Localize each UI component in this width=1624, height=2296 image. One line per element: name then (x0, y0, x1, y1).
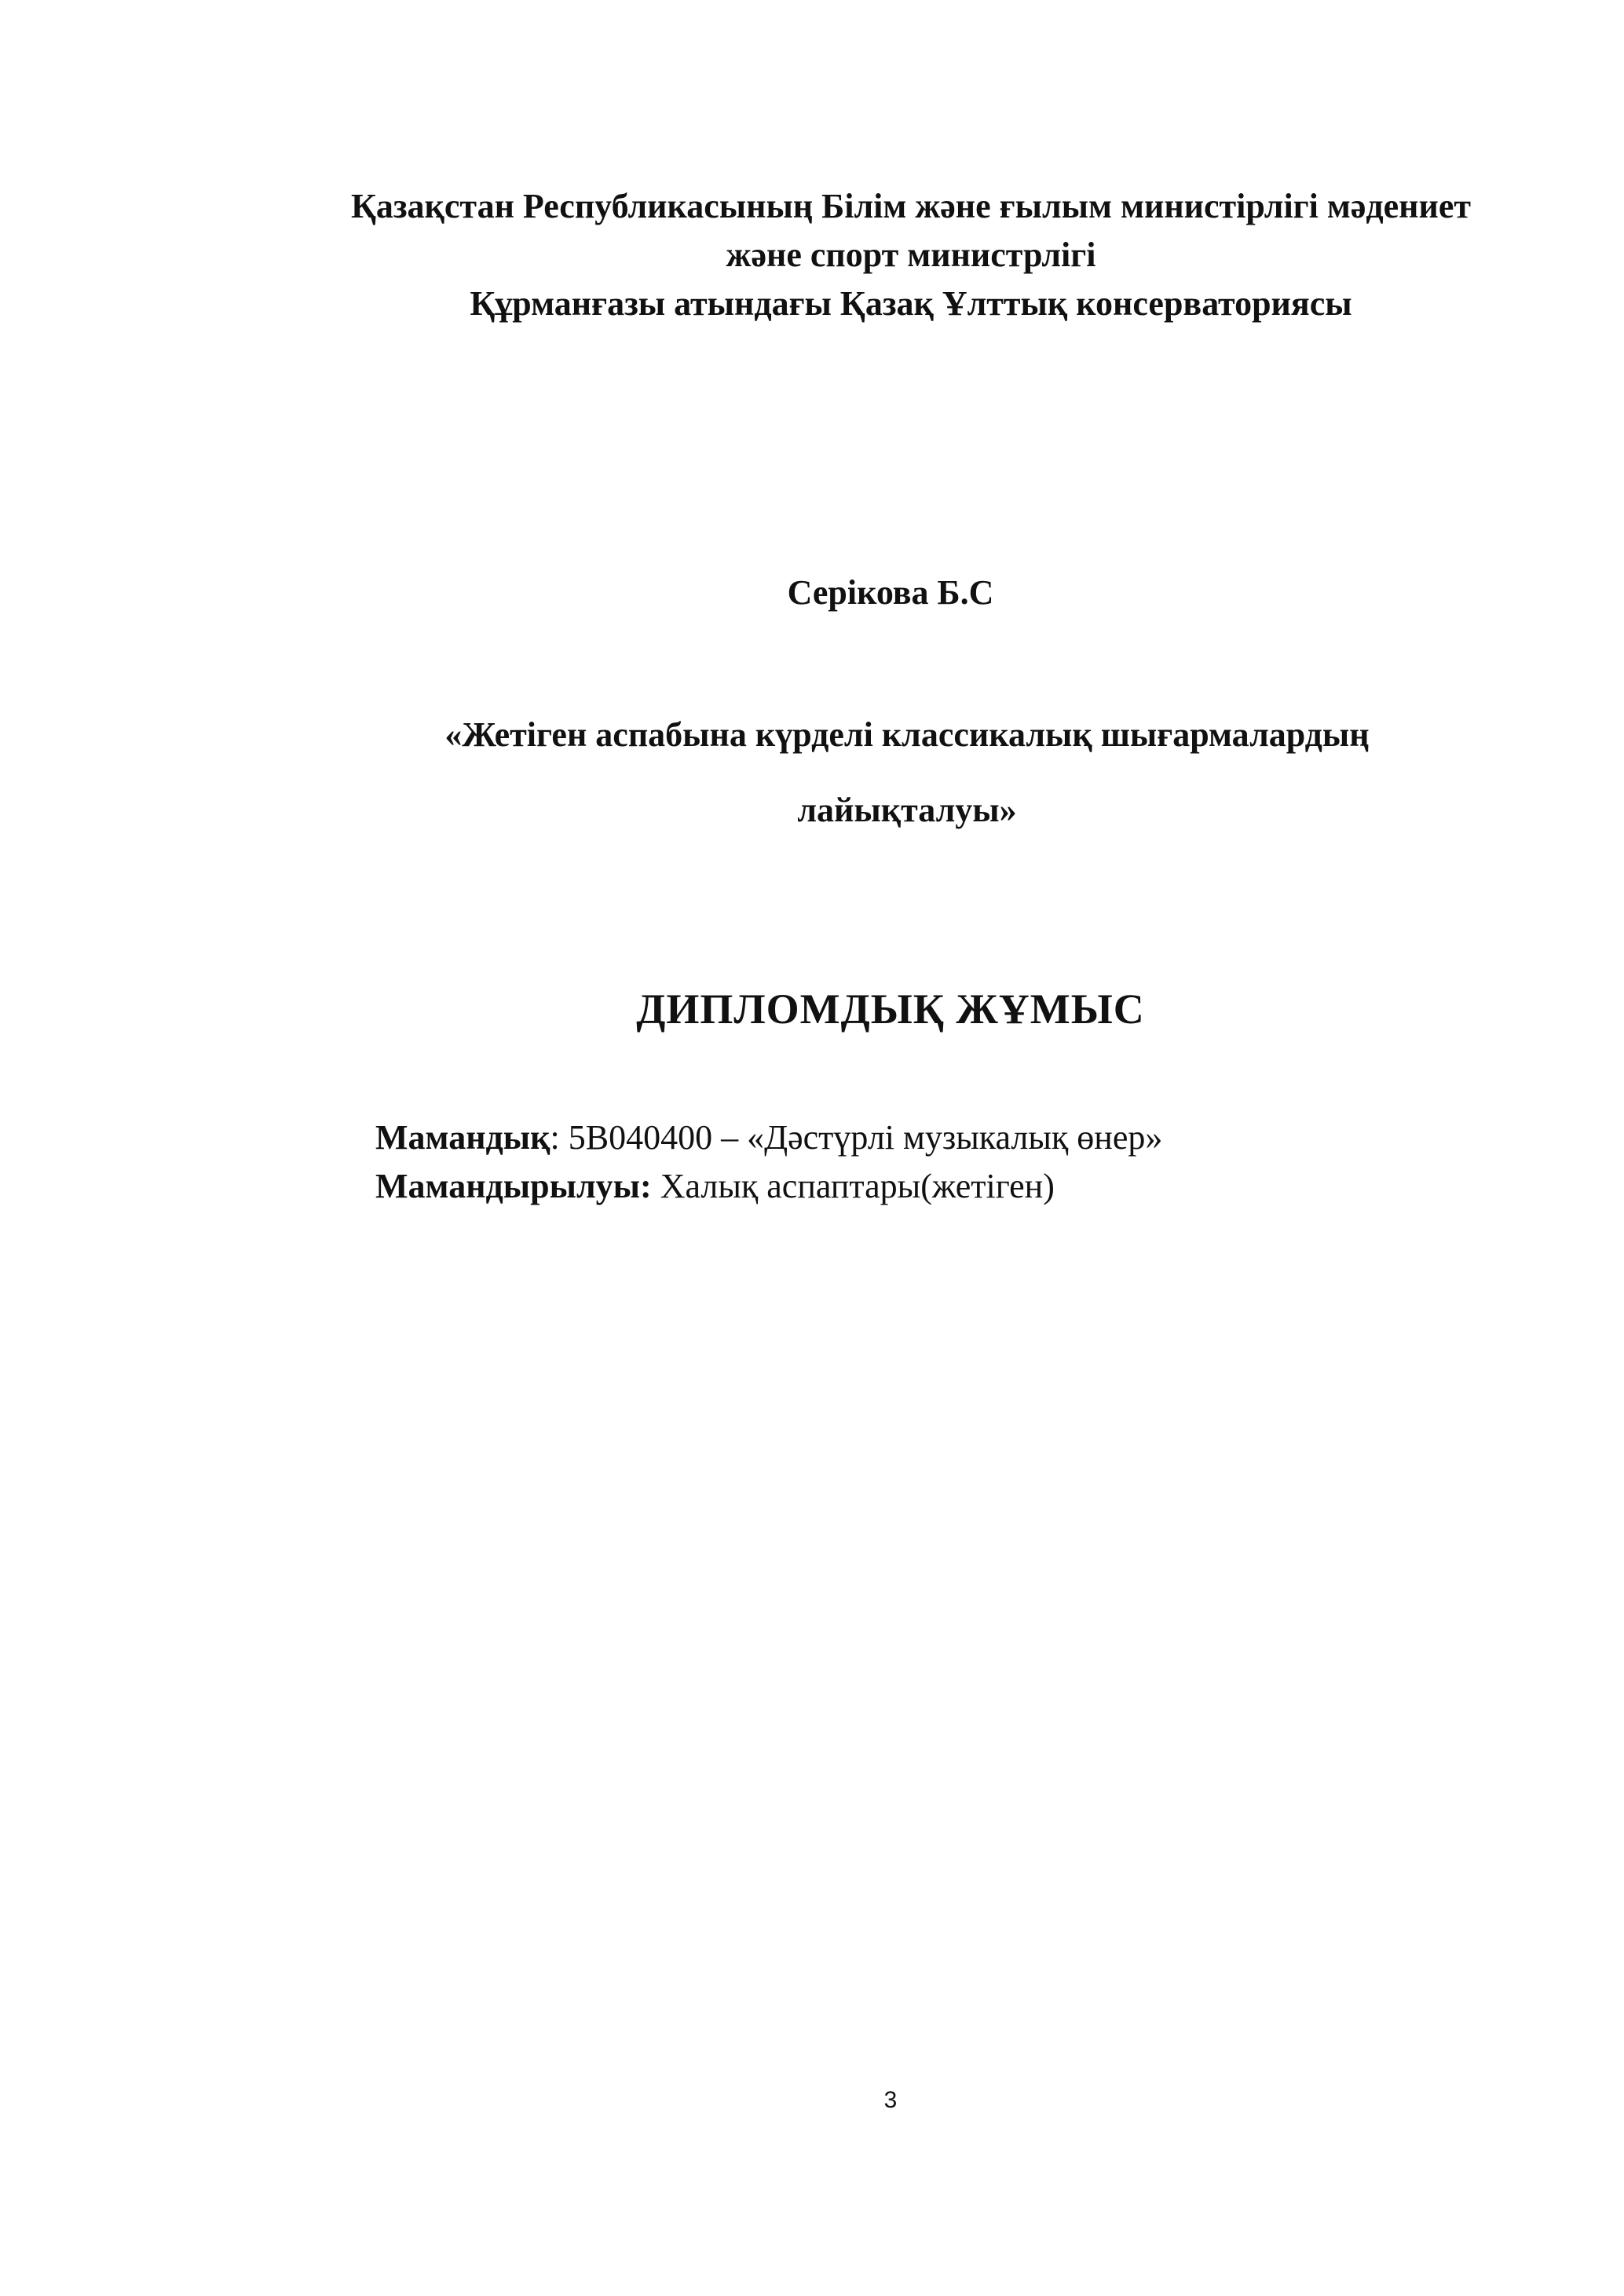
specialization-row (375, 1162, 1553, 1211)
specialty-fields (375, 1113, 1553, 1211)
page-number: 3 (883, 2087, 898, 2113)
thesis-topic (298, 697, 1516, 848)
specialization-value: Халық аспаптары(жетіген) (651, 1167, 1055, 1205)
specialty-row (375, 1113, 1553, 1162)
ministry-header (275, 182, 1547, 328)
specialty-separator: : (550, 1118, 569, 1157)
specialty-label: Мамандық (375, 1118, 550, 1157)
specialty-value: 5В040400 – «Дәстүрлі музыкалық өнер» (568, 1118, 1163, 1157)
header-line-3: Құрманғазы атындағы Қазақ Ұлттық консерваториясы (470, 284, 1352, 323)
specialization-label: Мамандырылуы: (375, 1167, 652, 1205)
topic-line-2: лайықталуы» (797, 791, 1017, 829)
author-name: Серікова Б.С (787, 573, 994, 612)
topic-line-1: «Жетіген аспабына күрделі классикалық шығармалардың (444, 715, 1370, 754)
header-line-1: Қазақстан Республикасының Білім және ғылым министірлігі мәдениет (350, 187, 1472, 225)
header-line-2: және спорт министрлігі (726, 236, 1096, 274)
document-type-title: ДИПЛОМДЫҚ ЖҰМЫС (636, 985, 1145, 1033)
